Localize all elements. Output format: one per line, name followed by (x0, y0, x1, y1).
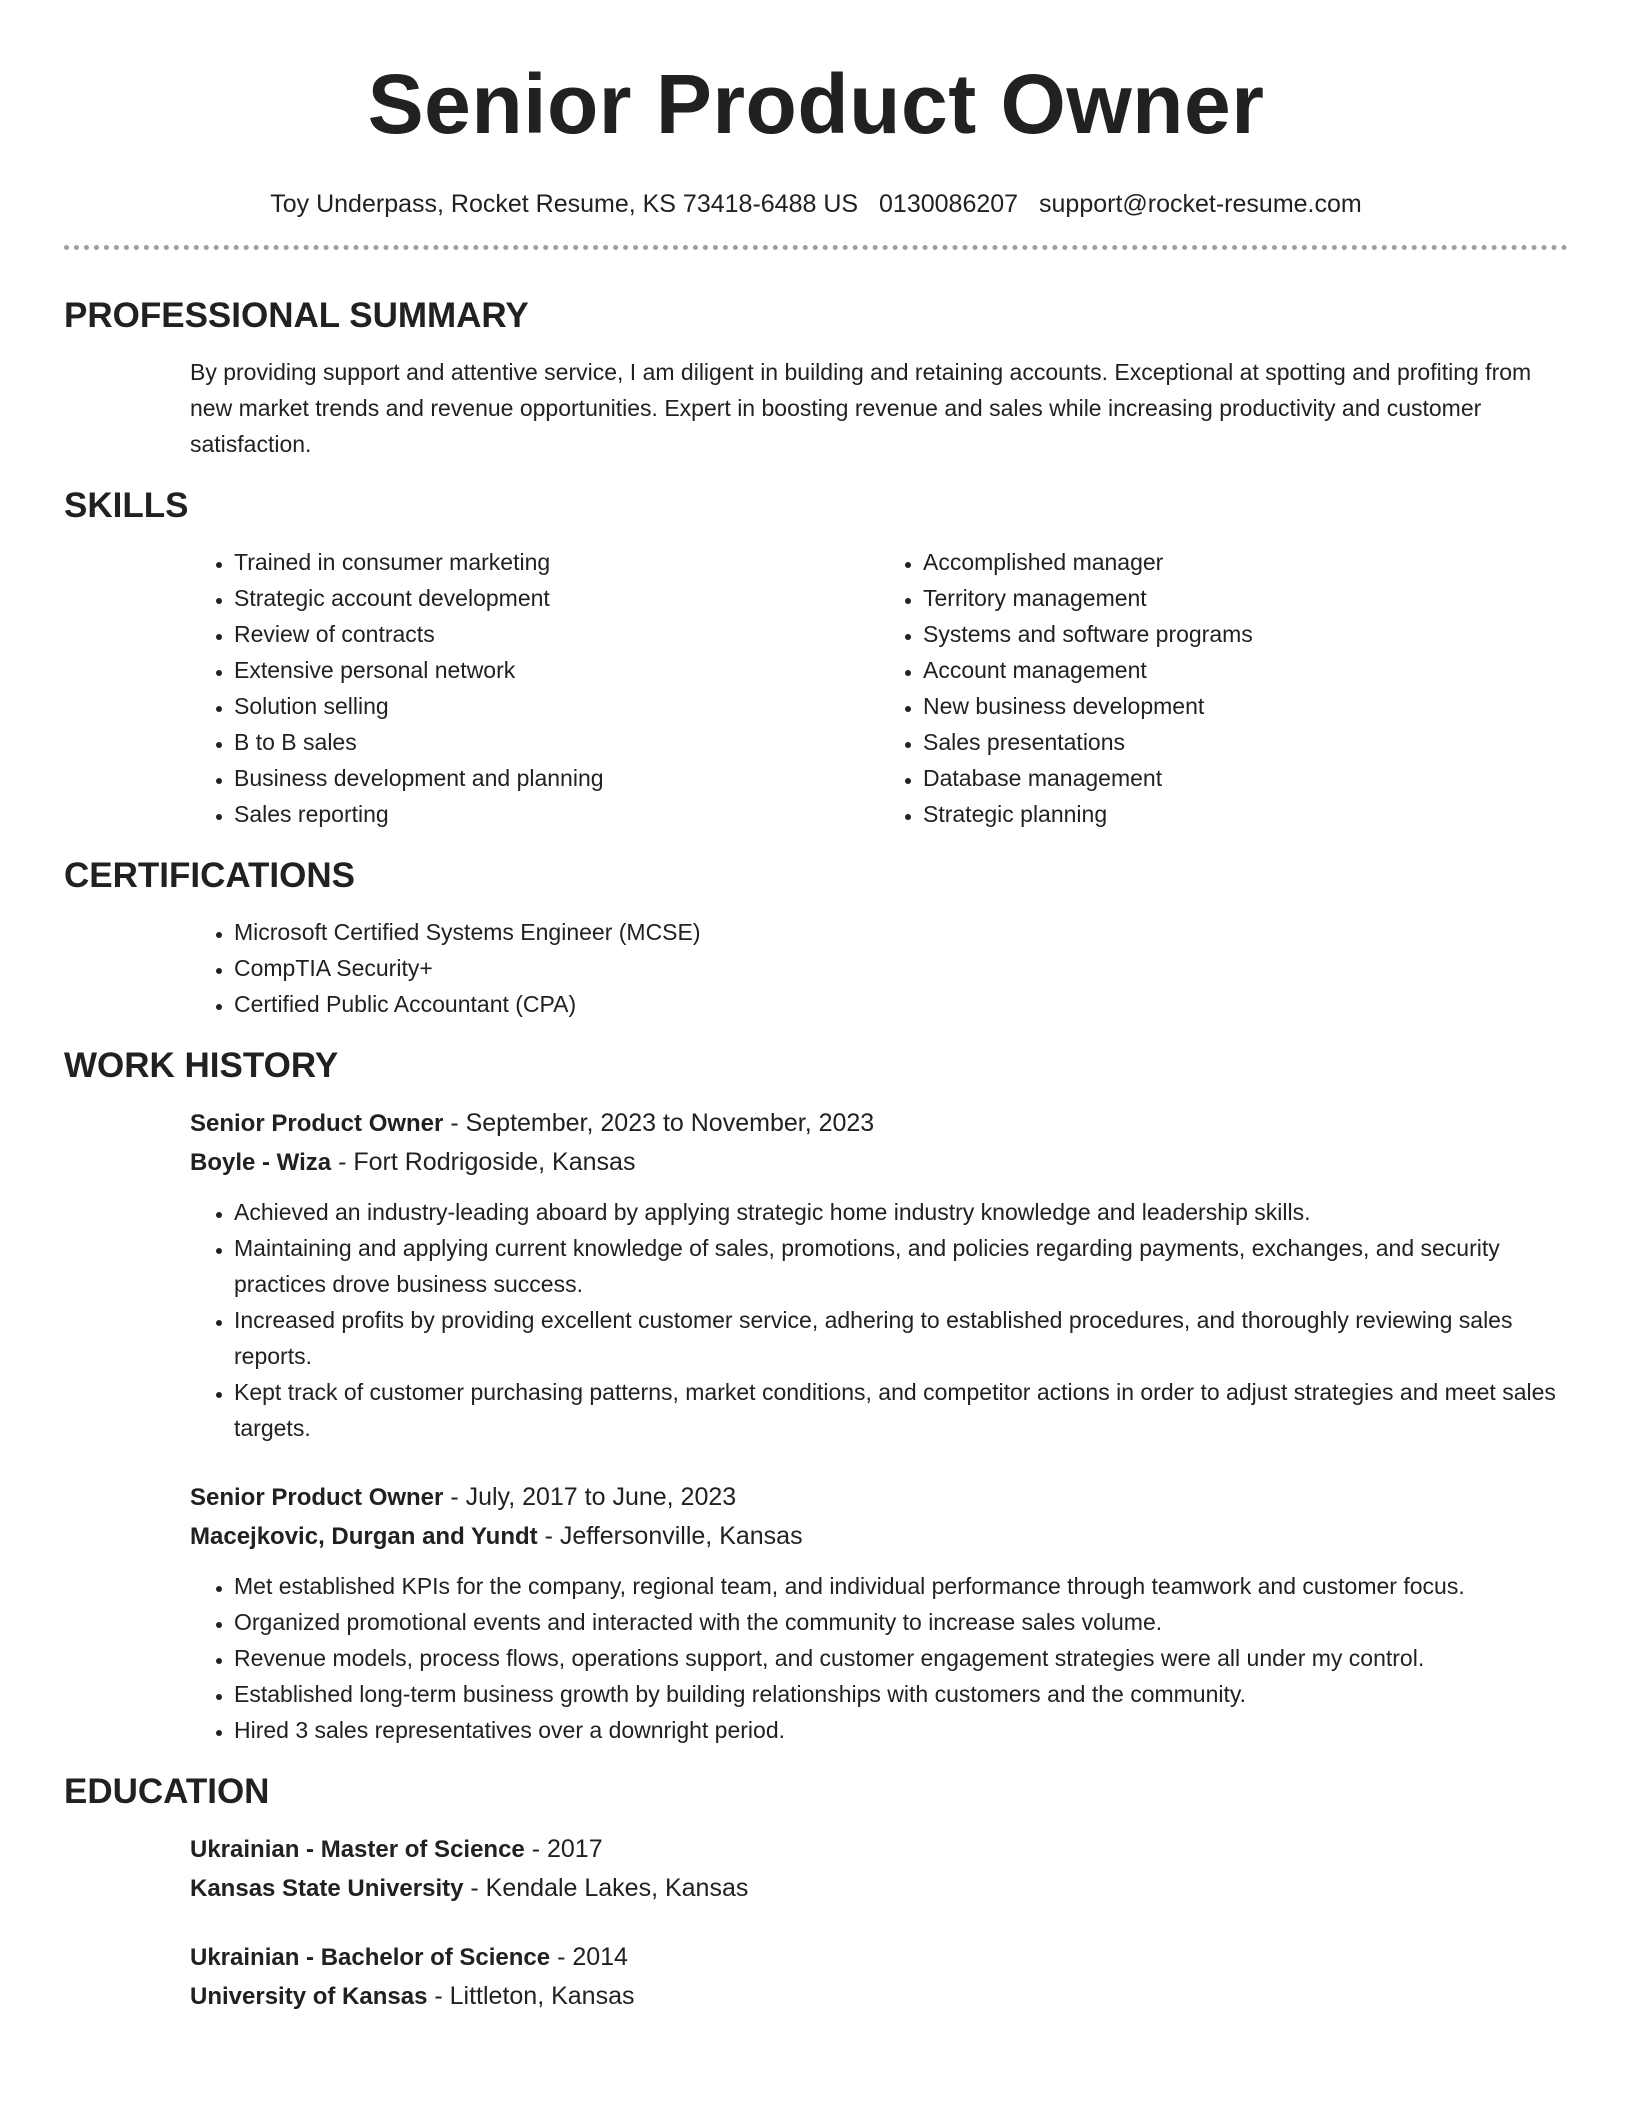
job-bullet: • Met established KPIs for the company, regional team, and individual performance through teamwork and customer focus. (234, 1568, 1568, 1604)
work-title: WORK HISTORY (64, 1046, 339, 1085)
education-entry (64, 1830, 1568, 1908)
certifications-body (64, 914, 1568, 1022)
certification-item: • Certified Public Accountant (CPA) (234, 986, 1568, 1022)
certifications-section (0, 854, 1632, 1022)
skill-item: • Database management (923, 760, 1568, 796)
skill-item: • New business development (923, 688, 1568, 724)
education-degree-line (190, 1938, 1568, 1977)
job-entry (64, 1104, 1568, 1446)
education-degree-line (190, 1830, 1568, 1869)
education-entry (64, 1938, 1568, 2016)
job-bullet: • Revenue models, process flows, operations support, and customer engagement strategies were all under my control. (234, 1640, 1568, 1676)
job-bullet: • Maintaining and applying current knowledge of sales, promotions, and policies regarding payments, exchanges, and security practices drove business success. (234, 1230, 1568, 1302)
job-role: Senior Product Owner (190, 1110, 444, 1137)
skill-item: • Systems and software programs (923, 616, 1568, 652)
contact-phone: 0130086207 (879, 190, 1019, 218)
education-degree: Ukrainian - Master of Science (190, 1836, 525, 1863)
skill-item: • Sales reporting (234, 796, 879, 832)
header-divider (64, 245, 1568, 250)
certification-item: • CompTIA Security+ (234, 950, 1568, 986)
skill-item: • Review of contracts (234, 616, 879, 652)
education-school-line (190, 1977, 1568, 2016)
skill-item: • Account management (923, 652, 1568, 688)
skills-list-left (190, 544, 879, 832)
job-role: Senior Product Owner (190, 1484, 444, 1511)
skill-item: • B to B sales (234, 724, 879, 760)
education-location: - Kendale Lakes, Kansas (463, 1874, 749, 1902)
job-dates: - July, 2017 to June, 2023 (443, 1483, 737, 1511)
job-bullets (190, 1194, 1568, 1446)
job-bullet: • Kept track of customer purchasing patterns, market conditions, and competitor actions in order to adjust strategies and meet sales targets. (234, 1374, 1568, 1446)
job-bullets (190, 1568, 1568, 1748)
skill-item: • Sales presentations (923, 724, 1568, 760)
education-school: University of Kansas (190, 1983, 428, 2010)
job-bullet: • Increased profits by providing excellent customer service, adhering to established procedures, and thoroughly reviewing sales reports. (234, 1302, 1568, 1374)
education-school-line (190, 1869, 1568, 1908)
work-section (0, 1044, 1632, 1748)
job-bullet: • Achieved an industry-leading aboard by applying strategic home industry knowledge and leadership skills. (234, 1194, 1568, 1230)
contact-line (0, 187, 1632, 221)
skill-item: • Strategic account development (234, 580, 879, 616)
summary-section (0, 294, 1632, 462)
job-company-line (190, 1143, 1568, 1182)
skill-item: • Business development and planning (234, 760, 879, 796)
skill-item: • Accomplished manager (923, 544, 1568, 580)
education-location: - Littleton, Kansas (427, 1982, 635, 2010)
contact-email[interactable]: support@rocket-resume.com (1039, 190, 1362, 218)
certifications-list (190, 914, 1568, 1022)
job-location: - Fort Rodrigoside, Kansas (331, 1148, 636, 1176)
job-bullet: • Established long-term business growth by building relationships with customers and the community. (234, 1676, 1568, 1712)
resume-name: Senior Product Owner (367, 57, 1265, 151)
education-school: Kansas State University (190, 1875, 464, 1902)
skills-title: SKILLS (64, 486, 189, 525)
skill-item: • Extensive personal network (234, 652, 879, 688)
job-company: Macejkovic, Durgan and Yundt (190, 1523, 538, 1550)
education-degree: Ukrainian - Bachelor of Science (190, 1944, 551, 1971)
skills-grid (64, 544, 1568, 832)
skill-item: • Trained in consumer marketing (234, 544, 879, 580)
skills-section (0, 484, 1632, 832)
education-year: - 2014 (550, 1943, 628, 1971)
job-title-line (190, 1104, 1568, 1143)
job-bullet: • Hired 3 sales representatives over a downright period. (234, 1712, 1568, 1748)
skills-list-right (879, 544, 1568, 832)
education-section (0, 1770, 1632, 2016)
summary-text: By providing support and attentive service, I am diligent in building and retaining accounts. Exceptional at spotting and profiting from new market trends and revenue opportunities. Expert in boosting revenue and sales while increasing productivity and customer satisfaction. (190, 359, 1532, 457)
education-title: EDUCATION (64, 1772, 270, 1811)
skill-item: • Strategic planning (923, 796, 1568, 832)
education-year: - 2017 (524, 1835, 603, 1863)
summary-title: PROFESSIONAL SUMMARY (64, 296, 529, 335)
job-location: - Jeffersonville, Kansas (537, 1522, 803, 1550)
skill-item: • Territory management (923, 580, 1568, 616)
job-title-line (190, 1478, 1568, 1517)
certifications-title: CERTIFICATIONS (64, 856, 356, 895)
skill-item: • Solution selling (234, 688, 879, 724)
job-dates: - September, 2023 to November, 2023 (443, 1109, 875, 1137)
certification-item: • Microsoft Certified Systems Engineer (MCSE) (234, 914, 1568, 950)
job-company-line (190, 1517, 1568, 1556)
job-company: Boyle - Wiza (190, 1149, 332, 1176)
contact-address: Toy Underpass, Rocket Resume, KS 73418-6488 US (270, 190, 859, 218)
job-bullet: • Organized promotional events and interacted with the community to increase sales volume. (234, 1604, 1568, 1640)
job-entry (64, 1478, 1568, 1748)
